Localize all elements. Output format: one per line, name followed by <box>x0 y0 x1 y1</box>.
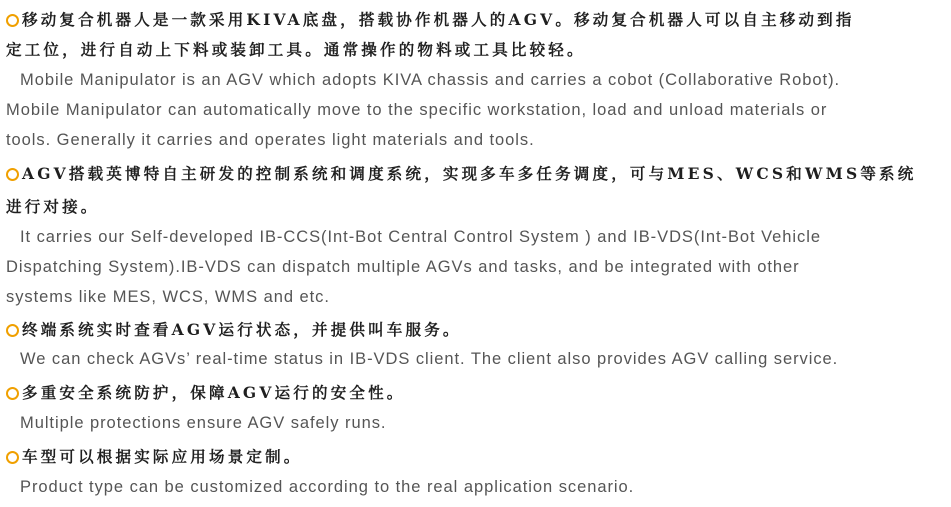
circle-bullet-icon <box>6 387 19 400</box>
circle-bullet-icon <box>6 14 19 27</box>
section-2-zh-line-1: AGV搭载英博特自主研发的控制系统和调度系统，实现多车多任务调度，可与MES、WCS和WMS等系统 <box>6 162 946 184</box>
section-4-en-line-1: Multiple protections ensure AGV safely runs. <box>20 414 387 432</box>
section-3-en-line-1: We can check AGVs’ real-time status in IB-VDS client. The client also provides AGV calling service. <box>20 350 839 368</box>
section-1-zh-line-2: 定工位，进行自动上下料或装卸工具。通常操作的物料或工具比较轻。 <box>6 40 586 59</box>
section-3-zh-line-1: 终端系统实时查看AGV运行状态，并提供叫车服务。 <box>6 318 946 340</box>
section-5-zh-line-1: 车型可以根据实际应用场景定制。 <box>6 445 946 467</box>
section-4-zh-line-1: 多重安全系统防护，保障AGV运行的安全性。 <box>6 381 946 403</box>
section-1-en-line-2: Mobile Manipulator can automatically move to the specific workstation, load and unload materials or <box>6 101 828 119</box>
circle-bullet-icon <box>6 168 19 181</box>
section-2-en-line-3: systems like MES, WCS, WMS and etc. <box>6 288 330 306</box>
circle-bullet-icon <box>6 451 19 464</box>
circle-bullet-icon <box>6 324 19 337</box>
section-2-zh-line-2: 进行对接。 <box>6 197 100 216</box>
section-5-en-line-1: Product type can be customized according to the real application scenario. <box>20 478 635 496</box>
section-2-en-line-2: Dispatching System).IB-VDS can dispatch multiple AGVs and tasks, and be integrated with other <box>6 258 800 276</box>
section-1-en-line-3: tools. Generally it carries and operates light materials and tools. <box>6 131 535 149</box>
section-1-zh-line-1: 移动复合机器人是一款采用KIVA底盘，搭载协作机器人的AGV。移动复合机器人可以自主移动到指 <box>6 8 946 30</box>
section-1-en-line-1: Mobile Manipulator is an AGV which adopts KIVA chassis and carries a cobot (Collaborative Robot). <box>20 71 841 89</box>
section-2-en-line-1: It carries our Self-developed IB-CCS(Int-Bot Central Control System ) and IB-VDS(Int-Bot Vehicle <box>20 228 821 246</box>
